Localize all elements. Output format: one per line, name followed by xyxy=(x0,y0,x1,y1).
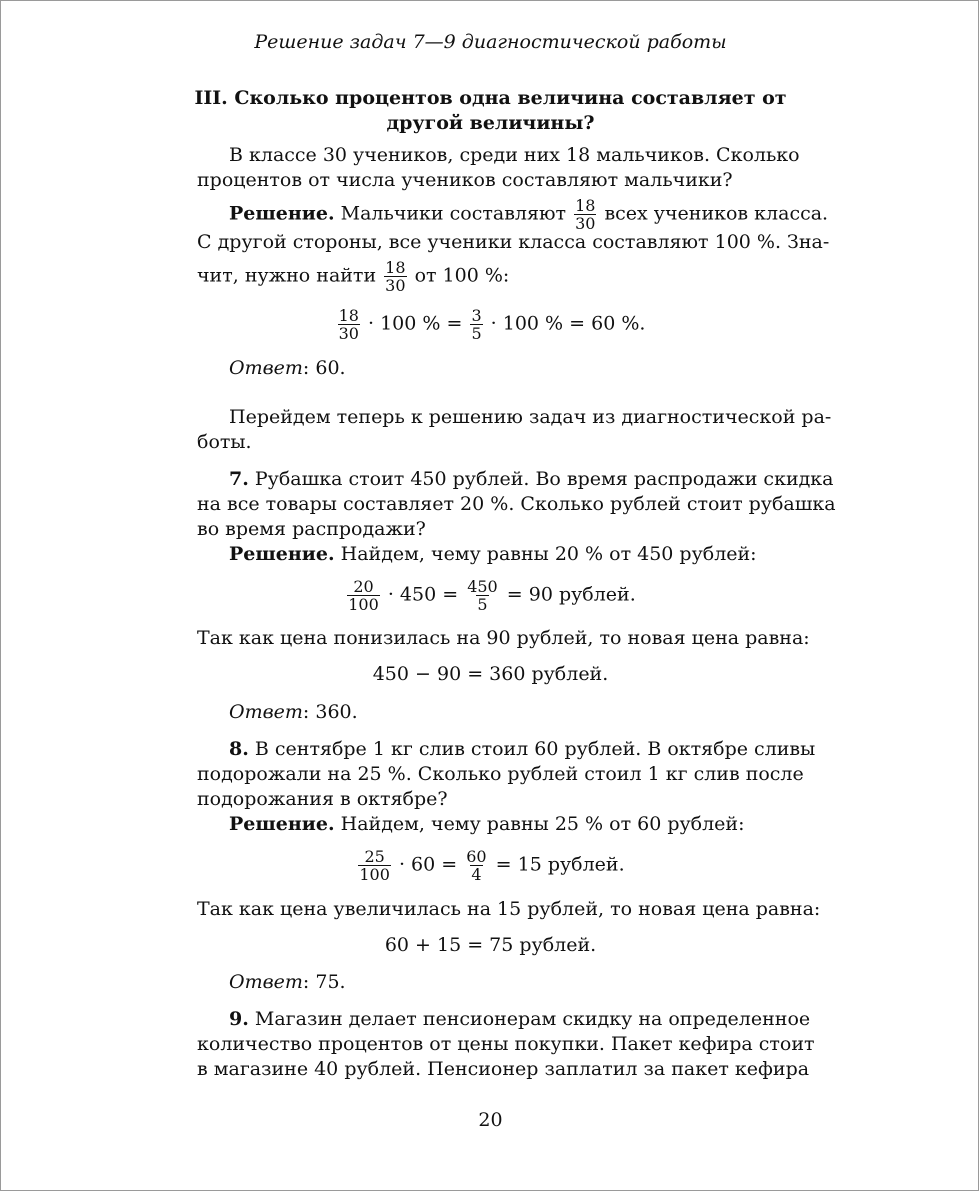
answer-label: Ответ xyxy=(229,971,303,993)
example-answer xyxy=(229,356,346,381)
task-text: В сентябре 1 кг слив стоил 60 рублей. В октябре сливы xyxy=(254,738,816,760)
task8-solution xyxy=(229,812,745,837)
fraction: $\frac{25}{100}$ xyxy=(359,847,390,884)
task8-line2: подорожали на 25 %. Сколько рублей стоил 1 кг слив после xyxy=(197,763,804,785)
task9-line2: количество процентов от цены покупки. Пакет кефира стоит xyxy=(197,1033,815,1055)
task7-line3: во время распродажи? xyxy=(197,518,426,540)
running-header: Решение задач 7—9 диагностической работы xyxy=(254,31,727,53)
solution-label: Решение. xyxy=(229,813,335,835)
example-problem-line1: В классе 30 учеников, среди них 18 мальчиков. Сколько xyxy=(229,144,800,166)
task-text: Рубашка стоит 450 рублей. Во время распродажи скидка xyxy=(254,468,834,490)
task7-solution xyxy=(229,542,757,567)
task9-line3: в магазине 40 рублей. Пенсионер заплатил за пакет кефира xyxy=(197,1058,810,1080)
example-solution-line1 xyxy=(229,197,828,232)
task7-formula1 xyxy=(1,578,979,613)
task7-continuation: Так как цена понизилась на 90 рублей, то новая цена равна: xyxy=(197,627,810,649)
answer-label: Ответ xyxy=(229,357,303,379)
formula-text: = 15 рублей. xyxy=(495,853,625,876)
fraction: $\frac{60}{4}$ xyxy=(466,847,487,884)
fraction: $\frac{18}{30}$ xyxy=(338,306,359,343)
task8-continuation: Так как цена увеличилась на 15 рублей, то новая цена равна: xyxy=(197,898,821,920)
solution-text: чит, нужно найти xyxy=(197,264,377,287)
task7-line1 xyxy=(229,467,834,492)
solution-text: всех учеников класса. xyxy=(604,202,829,225)
task7-line2: на все товары составляет 20 %. Сколько рублей стоит рубашка xyxy=(197,493,836,515)
section-title-line2: другой величины? xyxy=(386,112,595,134)
formula-text: · 100 % = 60 %. xyxy=(490,312,646,335)
formula-text: = 90 рублей. xyxy=(506,583,636,606)
formula-text: · 60 = xyxy=(398,853,458,876)
solution-text: Мальчики составляют xyxy=(340,202,567,225)
answer-value: : 75. xyxy=(302,971,346,993)
answer-value: : 360. xyxy=(302,701,358,723)
example-formula xyxy=(1,307,979,342)
example-solution-line3 xyxy=(197,259,509,294)
task9-line1 xyxy=(229,1007,811,1032)
fraction: $\frac{18}{30}$ xyxy=(385,258,406,295)
task-number: 9. xyxy=(229,1008,249,1030)
solution-text: от 100 %: xyxy=(414,264,510,287)
fraction: $\frac{3}{5}$ xyxy=(471,306,482,343)
example-problem-line2: процентов от числа учеников составляют мальчики? xyxy=(197,169,733,191)
task8-line3: подорожания в октябре? xyxy=(197,788,448,810)
task8-formula2: 60 + 15 = 75 рублей. xyxy=(384,934,597,956)
formula-text: · 100 % = xyxy=(367,312,463,335)
page-number: 20 xyxy=(478,1109,503,1131)
solution-label: Решение. xyxy=(229,543,335,565)
task-text: Магазин делает пенсионерам скидку на определенное xyxy=(254,1008,811,1030)
transition-line1: Перейдем теперь к решению задач из диагностической ра- xyxy=(229,406,832,428)
fraction: $\frac{450}{5}$ xyxy=(467,577,498,614)
task-number: 7. xyxy=(229,468,249,490)
solution-label: Решение. xyxy=(229,202,335,225)
fraction: $\frac{20}{100}$ xyxy=(348,577,379,614)
answer-label: Ответ xyxy=(229,701,303,723)
solution-text: Найдем, чему равны 20 % от 450 рублей: xyxy=(340,543,757,565)
section-title-line1: III. Сколько процентов одна величина составляет от xyxy=(194,87,787,109)
transition-line2: боты. xyxy=(197,431,252,453)
task-number: 8. xyxy=(229,738,249,760)
fraction: $\frac{18}{30}$ xyxy=(575,196,596,233)
task7-answer xyxy=(229,700,358,725)
formula-text: · 450 = xyxy=(387,583,459,606)
task7-formula2: 450 − 90 = 360 рублей. xyxy=(372,663,609,685)
task8-line1 xyxy=(229,737,816,762)
task8-answer xyxy=(229,970,346,995)
example-solution-line2: С другой стороны, все ученики класса составляют 100 %. Зна- xyxy=(197,231,830,253)
solution-text: Найдем, чему равны 25 % от 60 рублей: xyxy=(340,813,745,835)
answer-value: : 60. xyxy=(302,357,346,379)
task8-formula1 xyxy=(1,848,979,883)
